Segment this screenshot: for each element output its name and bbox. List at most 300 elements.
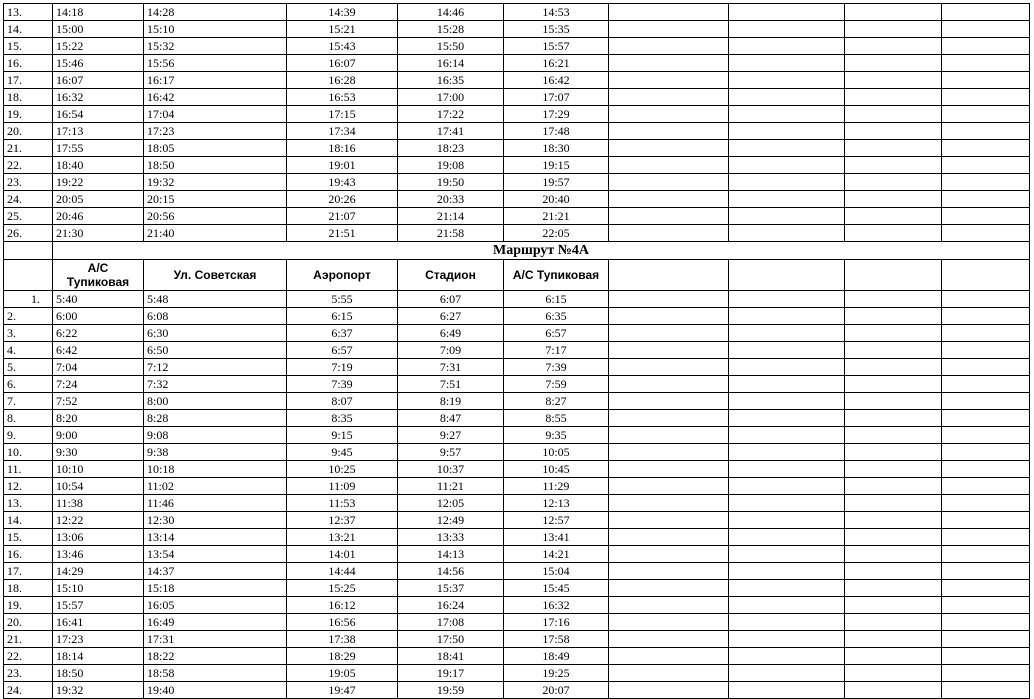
- empty-cell: [609, 478, 729, 495]
- empty-cell: [729, 308, 845, 325]
- empty-cell: [729, 631, 845, 648]
- time-cell: 15:25: [287, 580, 398, 597]
- empty-cell: [609, 325, 729, 342]
- time-cell: 21:40: [144, 225, 287, 242]
- empty-cell: [845, 4, 942, 21]
- time-cell: 15:57: [53, 597, 144, 614]
- empty-cell: [845, 665, 942, 682]
- time-cell: 10:54: [53, 478, 144, 495]
- time-cell: 12:49: [398, 512, 504, 529]
- empty-cell: [845, 123, 942, 140]
- empty-cell: [609, 376, 729, 393]
- empty-cell: [729, 21, 845, 38]
- time-cell: 10:25: [287, 461, 398, 478]
- table-row: [4, 631, 1030, 648]
- time-cell: 6:15: [504, 291, 609, 308]
- time-cell: 15:37: [398, 580, 504, 597]
- trip-number: 6.: [4, 376, 53, 393]
- time-cell: 15:28: [398, 21, 504, 38]
- table-row: [4, 512, 1030, 529]
- trip-number: 9.: [4, 427, 53, 444]
- empty-cell: [609, 580, 729, 597]
- time-cell: 11:38: [53, 495, 144, 512]
- time-cell: 16:32: [504, 597, 609, 614]
- empty-cell: [729, 444, 845, 461]
- time-cell: 7:17: [504, 342, 609, 359]
- time-cell: 6:57: [504, 325, 609, 342]
- trip-number: 24.: [4, 682, 53, 699]
- column-header: А/С Тупиковая: [504, 260, 609, 291]
- empty-cell: [609, 682, 729, 699]
- table-row: [4, 342, 1030, 359]
- time-cell: 8:47: [398, 410, 504, 427]
- time-cell: 16:42: [144, 89, 287, 106]
- table-row: [4, 72, 1030, 89]
- time-cell: 19:17: [398, 665, 504, 682]
- time-cell: 13:33: [398, 529, 504, 546]
- empty-cell: [609, 106, 729, 123]
- empty-cell: [845, 495, 942, 512]
- time-cell: 19:01: [287, 157, 398, 174]
- time-cell: 15:46: [53, 55, 144, 72]
- empty-cell: [845, 106, 942, 123]
- empty-cell: [942, 325, 1030, 342]
- empty-cell: [609, 308, 729, 325]
- empty-cell: [845, 260, 942, 291]
- empty-cell: [729, 648, 845, 665]
- time-cell: 6:08: [144, 308, 287, 325]
- time-cell: 7:12: [144, 359, 287, 376]
- empty-cell: [942, 648, 1030, 665]
- time-cell: 15:56: [144, 55, 287, 72]
- time-cell: 15:22: [53, 38, 144, 55]
- time-cell: 16:41: [53, 614, 144, 631]
- time-cell: 14:01: [287, 546, 398, 563]
- empty-cell: [729, 512, 845, 529]
- trip-number: 5.: [4, 359, 53, 376]
- empty-cell: [942, 140, 1030, 157]
- table-row: [4, 546, 1030, 563]
- time-cell: 21:58: [398, 225, 504, 242]
- empty-cell: [609, 410, 729, 427]
- trip-number: 10.: [4, 444, 53, 461]
- time-cell: 8:00: [144, 393, 287, 410]
- time-cell: 13:46: [53, 546, 144, 563]
- time-cell: 19:15: [504, 157, 609, 174]
- time-cell: 18:41: [398, 648, 504, 665]
- time-cell: 12:30: [144, 512, 287, 529]
- trip-number: 3.: [4, 325, 53, 342]
- table-row: [4, 461, 1030, 478]
- empty-cell: [845, 563, 942, 580]
- table-row: [4, 495, 1030, 512]
- table-row: [4, 55, 1030, 72]
- time-cell: 18:50: [144, 157, 287, 174]
- empty-cell: [609, 191, 729, 208]
- time-cell: 20:33: [398, 191, 504, 208]
- trip-number: 26.: [4, 225, 53, 242]
- empty-cell: [609, 461, 729, 478]
- time-cell: 19:40: [144, 682, 287, 699]
- empty-cell: [942, 72, 1030, 89]
- empty-cell: [845, 444, 942, 461]
- empty-cell: [942, 393, 1030, 410]
- column-header: Ул. Советская: [144, 260, 287, 291]
- time-cell: 15:35: [504, 21, 609, 38]
- table-row: [4, 580, 1030, 597]
- time-cell: 11:02: [144, 478, 287, 495]
- time-cell: 17:31: [144, 631, 287, 648]
- empty-cell: [942, 478, 1030, 495]
- time-cell: 19:25: [504, 665, 609, 682]
- empty-cell: [845, 614, 942, 631]
- empty-cell: [609, 140, 729, 157]
- time-cell: 20:56: [144, 208, 287, 225]
- time-cell: 15:32: [144, 38, 287, 55]
- table-row: [4, 225, 1030, 242]
- empty-cell: [845, 410, 942, 427]
- empty-cell: [729, 495, 845, 512]
- table-row: [4, 308, 1030, 325]
- empty-cell: [609, 444, 729, 461]
- time-cell: 16:12: [287, 597, 398, 614]
- time-cell: 16:35: [398, 72, 504, 89]
- time-cell: 6:22: [53, 325, 144, 342]
- empty-cell: [845, 308, 942, 325]
- time-cell: 7:09: [398, 342, 504, 359]
- empty-cell: [942, 55, 1030, 72]
- time-cell: 18:05: [144, 140, 287, 157]
- time-cell: 6:35: [504, 308, 609, 325]
- time-cell: 5:55: [287, 291, 398, 308]
- empty-cell: [845, 174, 942, 191]
- time-cell: 5:48: [144, 291, 287, 308]
- empty-cell: [609, 291, 729, 308]
- time-cell: 17:04: [144, 106, 287, 123]
- empty-cell: [845, 191, 942, 208]
- time-cell: 18:16: [287, 140, 398, 157]
- trip-number: 12.: [4, 478, 53, 495]
- time-cell: 6:00: [53, 308, 144, 325]
- time-cell: 16:42: [504, 72, 609, 89]
- empty-cell: [845, 55, 942, 72]
- empty-cell: [609, 225, 729, 242]
- time-cell: 17:16: [504, 614, 609, 631]
- time-cell: 17:50: [398, 631, 504, 648]
- time-cell: 20:15: [144, 191, 287, 208]
- trip-number: 18.: [4, 89, 53, 106]
- time-cell: 17:55: [53, 140, 144, 157]
- time-cell: 9:38: [144, 444, 287, 461]
- table-row: [4, 359, 1030, 376]
- empty-cell: [609, 665, 729, 682]
- empty-cell: [942, 512, 1030, 529]
- time-cell: 14:53: [504, 4, 609, 21]
- table-row: [4, 89, 1030, 106]
- empty-cell: [729, 461, 845, 478]
- column-header: Стадион: [398, 260, 504, 291]
- empty-cell: [729, 529, 845, 546]
- time-cell: 6:37: [287, 325, 398, 342]
- time-cell: 17:29: [504, 106, 609, 123]
- empty-cell: [609, 260, 729, 291]
- empty-cell: [609, 72, 729, 89]
- empty-cell: [942, 444, 1030, 461]
- empty-cell: [729, 546, 845, 563]
- trip-number: 18.: [4, 580, 53, 597]
- empty-cell: [609, 495, 729, 512]
- table-row: [4, 291, 1030, 308]
- time-cell: 16:07: [287, 55, 398, 72]
- empty-cell: [942, 427, 1030, 444]
- time-cell: 17:38: [287, 631, 398, 648]
- empty-cell: [609, 89, 729, 106]
- time-cell: 13:54: [144, 546, 287, 563]
- time-cell: 15:00: [53, 21, 144, 38]
- trip-number: 25.: [4, 208, 53, 225]
- trip-number: 16.: [4, 55, 53, 72]
- empty-cell: [942, 21, 1030, 38]
- time-cell: 22:05: [504, 225, 609, 242]
- time-cell: 17:23: [53, 631, 144, 648]
- time-cell: 8:07: [287, 393, 398, 410]
- time-cell: 13:41: [504, 529, 609, 546]
- empty-cell: [729, 4, 845, 21]
- time-cell: 9:08: [144, 427, 287, 444]
- time-cell: 17:15: [287, 106, 398, 123]
- empty-cell: [729, 208, 845, 225]
- time-cell: 7:19: [287, 359, 398, 376]
- time-cell: 19:08: [398, 157, 504, 174]
- empty-cell: [845, 631, 942, 648]
- empty-cell: [845, 359, 942, 376]
- time-cell: 18:50: [53, 665, 144, 682]
- route-title-row: [4, 242, 1030, 260]
- empty-cell: [729, 597, 845, 614]
- route-title: Маршрут №4А: [53, 242, 1030, 260]
- table-row: [4, 174, 1030, 191]
- time-cell: 5:40: [53, 291, 144, 308]
- empty-cell: [942, 260, 1030, 291]
- time-cell: 6:27: [398, 308, 504, 325]
- time-cell: 19:59: [398, 682, 504, 699]
- table-row: [4, 529, 1030, 546]
- empty-cell: [609, 342, 729, 359]
- time-cell: 17:58: [504, 631, 609, 648]
- time-cell: 16:17: [144, 72, 287, 89]
- table-row: [4, 444, 1030, 461]
- empty-cell: [942, 580, 1030, 597]
- empty-cell: [729, 106, 845, 123]
- time-cell: 15:10: [53, 580, 144, 597]
- empty-cell: [729, 174, 845, 191]
- time-cell: 12:05: [398, 495, 504, 512]
- time-cell: 16:54: [53, 106, 144, 123]
- time-cell: 21:51: [287, 225, 398, 242]
- empty-cell: [845, 225, 942, 242]
- empty-cell: [729, 291, 845, 308]
- trip-number: 14.: [4, 21, 53, 38]
- time-cell: 19:05: [287, 665, 398, 682]
- time-cell: 7:39: [287, 376, 398, 393]
- column-header: А/С Тупиковая: [53, 260, 144, 291]
- trip-number: 17.: [4, 563, 53, 580]
- empty-cell: [942, 597, 1030, 614]
- empty-cell: [609, 393, 729, 410]
- time-cell: 6:57: [287, 342, 398, 359]
- trip-number: 23.: [4, 174, 53, 191]
- empty-cell: [609, 529, 729, 546]
- time-cell: 16:21: [504, 55, 609, 72]
- empty-cell: [609, 631, 729, 648]
- table-row: [4, 208, 1030, 225]
- time-cell: 7:52: [53, 393, 144, 410]
- empty-cell: [942, 38, 1030, 55]
- table-row: [4, 648, 1030, 665]
- empty-cell: [845, 157, 942, 174]
- time-cell: 16:28: [287, 72, 398, 89]
- table-row: [4, 191, 1030, 208]
- time-cell: 17:13: [53, 123, 144, 140]
- time-cell: 18:14: [53, 648, 144, 665]
- empty-cell: [609, 174, 729, 191]
- empty-cell: [942, 157, 1030, 174]
- table-row: [4, 665, 1030, 682]
- empty-cell: [609, 614, 729, 631]
- table-row: [4, 410, 1030, 427]
- empty-cell: [609, 55, 729, 72]
- empty-cell: [942, 563, 1030, 580]
- empty-cell: [845, 140, 942, 157]
- time-cell: 7:32: [144, 376, 287, 393]
- time-cell: 14:37: [144, 563, 287, 580]
- time-cell: 10:18: [144, 461, 287, 478]
- time-cell: 13:06: [53, 529, 144, 546]
- empty-cell: [942, 191, 1030, 208]
- time-cell: 20:26: [287, 191, 398, 208]
- time-cell: 6:42: [53, 342, 144, 359]
- time-cell: 20:40: [504, 191, 609, 208]
- empty-cell: [942, 225, 1030, 242]
- empty-cell: [845, 21, 942, 38]
- empty-cell: [942, 665, 1030, 682]
- time-cell: 8:19: [398, 393, 504, 410]
- time-cell: 17:41: [398, 123, 504, 140]
- trip-number: 11.: [4, 461, 53, 478]
- table-row: [4, 376, 1030, 393]
- time-cell: 19:47: [287, 682, 398, 699]
- time-cell: 12:22: [53, 512, 144, 529]
- time-cell: 20:05: [53, 191, 144, 208]
- trip-number: 4.: [4, 342, 53, 359]
- time-cell: 18:29: [287, 648, 398, 665]
- trip-number: 20.: [4, 123, 53, 140]
- time-cell: 15:04: [504, 563, 609, 580]
- table-row: [4, 4, 1030, 21]
- empty-cell: [729, 191, 845, 208]
- empty-cell: [609, 208, 729, 225]
- time-cell: 18:49: [504, 648, 609, 665]
- empty-cell: [729, 260, 845, 291]
- empty-cell: [609, 546, 729, 563]
- empty-cell: [609, 512, 729, 529]
- empty-cell: [729, 665, 845, 682]
- time-cell: 8:28: [144, 410, 287, 427]
- table-row: [4, 614, 1030, 631]
- empty-cell: [609, 597, 729, 614]
- table-row: [4, 478, 1030, 495]
- empty-cell: [942, 529, 1030, 546]
- time-cell: 18:40: [53, 157, 144, 174]
- empty-cell: [942, 106, 1030, 123]
- empty-cell: [609, 563, 729, 580]
- time-cell: 13:21: [287, 529, 398, 546]
- time-cell: 14:21: [504, 546, 609, 563]
- empty-cell: [845, 682, 942, 699]
- time-cell: 6:07: [398, 291, 504, 308]
- time-cell: 17:22: [398, 106, 504, 123]
- time-cell: 15:10: [144, 21, 287, 38]
- empty-cell: [845, 478, 942, 495]
- time-cell: 11:29: [504, 478, 609, 495]
- trip-number: 14.: [4, 512, 53, 529]
- time-cell: 14:56: [398, 563, 504, 580]
- empty-cell: [845, 342, 942, 359]
- empty-cell: [942, 89, 1030, 106]
- time-cell: 21:14: [398, 208, 504, 225]
- trip-number: 19.: [4, 597, 53, 614]
- empty-cell: [942, 546, 1030, 563]
- empty-cell: [845, 512, 942, 529]
- time-cell: 9:57: [398, 444, 504, 461]
- time-cell: 7:24: [53, 376, 144, 393]
- table-row: [4, 140, 1030, 157]
- empty-cell: [729, 682, 845, 699]
- empty-cell: [609, 359, 729, 376]
- time-cell: 17:00: [398, 89, 504, 106]
- trip-number: 20.: [4, 614, 53, 631]
- time-cell: 8:55: [504, 410, 609, 427]
- trip-number: 24.: [4, 191, 53, 208]
- time-cell: 11:09: [287, 478, 398, 495]
- time-cell: 7:39: [504, 359, 609, 376]
- empty-cell: [845, 72, 942, 89]
- time-cell: 16:49: [144, 614, 287, 631]
- trip-number: 15.: [4, 38, 53, 55]
- empty-cell: [729, 359, 845, 376]
- time-cell: 6:49: [398, 325, 504, 342]
- empty-cell: [609, 4, 729, 21]
- empty-cell: [729, 225, 845, 242]
- timetable: [3, 3, 1030, 699]
- table-row: [4, 563, 1030, 580]
- trip-number: 2.: [4, 308, 53, 325]
- empty-cell: [845, 89, 942, 106]
- time-cell: 17:34: [287, 123, 398, 140]
- time-cell: 21:30: [53, 225, 144, 242]
- table-row: [4, 38, 1030, 55]
- trip-number: 21.: [4, 140, 53, 157]
- time-cell: 19:32: [144, 174, 287, 191]
- empty-cell: [942, 359, 1030, 376]
- time-cell: 16:56: [287, 614, 398, 631]
- time-cell: 8:20: [53, 410, 144, 427]
- empty-cell: [845, 546, 942, 563]
- empty-cell: [845, 376, 942, 393]
- empty-cell: [729, 342, 845, 359]
- time-cell: 17:07: [504, 89, 609, 106]
- time-cell: 19:57: [504, 174, 609, 191]
